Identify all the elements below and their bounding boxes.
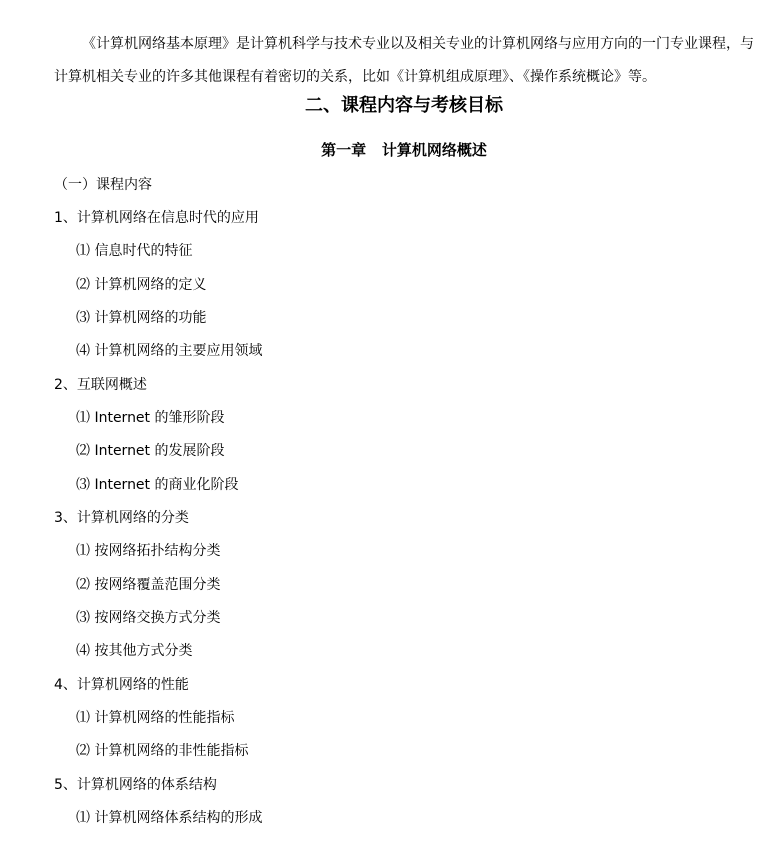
list-item: ⑶ 按网络交换方式分类 xyxy=(76,610,221,626)
list-item: ⑵ 计算机网络的非性能指标 xyxy=(76,743,249,759)
list-item: ⑴ 按网络拓扑结构分类 xyxy=(76,543,221,559)
list-item: ⑶ 计算机网络的功能 xyxy=(76,310,207,326)
topic-heading: 3、计算机网络的分类 xyxy=(54,510,189,526)
section-title: 二、课程内容与考核目标 xyxy=(305,95,503,116)
list-item: ⑴ Internet 的雏形阶段 xyxy=(76,410,225,426)
intro-paragraph xyxy=(54,28,760,94)
content-heading: （一）课程内容 xyxy=(54,177,152,193)
list-item: ⑷ 按其他方式分类 xyxy=(76,643,193,659)
topic-heading: 5、计算机网络的体系结构 xyxy=(54,777,217,793)
chapter-title: 第一章 计算机网络概述 xyxy=(321,141,487,159)
topic-heading: 1、计算机网络在信息时代的应用 xyxy=(54,210,259,226)
list-item: ⑴ 计算机网络的性能指标 xyxy=(76,710,235,726)
list-item: ⑴ 计算机网络体系结构的形成 xyxy=(76,810,263,826)
list-item: ⑷ 计算机网络的主要应用领域 xyxy=(76,343,263,359)
intro-line-1: 《计算机网络基本原理》是计算机科学与技术专业以及相关专业的计算机网络与应用方向的一门专业课程，与 xyxy=(82,36,754,52)
topic-heading: 2、互联网概述 xyxy=(54,377,147,393)
topic-heading: 4、计算机网络的性能 xyxy=(54,677,189,693)
list-item: ⑵ 按网络覆盖范围分类 xyxy=(76,577,221,593)
list-item: ⑶ Internet 的商业化阶段 xyxy=(76,477,239,493)
list-item: ⑵ Internet 的发展阶段 xyxy=(76,443,225,459)
intro-line-2: 计算机相关专业的许多其他课程有着密切的关系，比如《计算机组成原理》、《操作系统概论》等。 xyxy=(54,69,656,85)
list-item: ⑴ 信息时代的特征 xyxy=(76,243,193,259)
list-item: ⑵ 计算机网络的定义 xyxy=(76,277,207,293)
